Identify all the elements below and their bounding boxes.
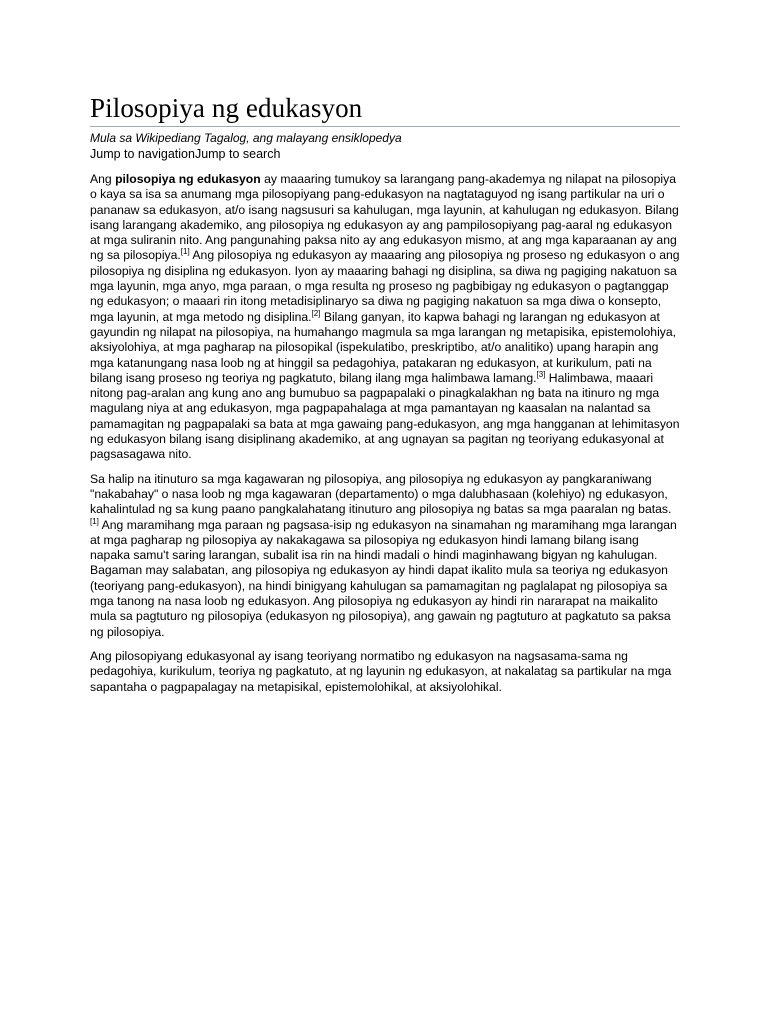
reference-link-1-repeat[interactable]: [1] [90, 516, 99, 526]
paragraph-1-text-a: Ang [90, 172, 116, 186]
site-subtitle: Mula sa Wikipediang Tagalog, ang malayang ensiklopedya [90, 131, 402, 145]
reference-link-1[interactable]: [1] [180, 247, 190, 257]
article-body [90, 172, 680, 695]
paragraph-2-text-b: Ang maramihang mga paraan ng pagsasa-isip ng edukasyon na sinamahan ng maramihang mga larangan at mga pagharap ng pilosopiya ay nakakagawa sa pilosopiya ng edukasyon hindi lamang bilang isang napaka samu't saring larangan, subalit isa rin na hindi madali o hindi maginhawang bigyan ng kahulugan. Bagaman may salabatan, ang pilosopiya ng edukasyon ay hindi dapat ikalito mula sa teoriya ng edukasyon (teoriyang pang-edukasyon), na hindi binigyang kahulugan sa pamamagitan ng paglalapat ng pilosopiya sa mga tanong na nasa loob ng edukasyon. Ang pilosopiya ng edukasyon ay hindi rin nararapat na maikalito mula sa pagtuturo ng pilosopiya (edukasyon ng pilosopiya), ang gawain ng pagtuturo at pagkatuto sa paksa ng pilosopiya. [90, 517, 677, 639]
paragraph-1-text-b: ay maaaring tumukoy sa larangang pang-akademya ng nilapat na pilosopiya o kaya sa isa sa anumang mga pilosopiyang pang-edukasyon na nagtataguyod ng isang partikular na uri o pananaw sa edukasyon, at/o isang nagsusuri sa kahulugan, mga layunin, at kahulugan ng edukasyon. Bilang isang larangang akademiko, ang pilosopiya ng edukasyon ay ang pampilosopiyang pag-aaral ng edukasyon at mga suliranin nito. Ang pangunahing paksa nito ay ang edukasyon mismo, at ang mga kaparaanan ay ang ng sa pilosopiya. [90, 172, 679, 263]
jump-to-search-link[interactable]: Jump to search [194, 147, 281, 161]
paragraph-1 [90, 172, 680, 463]
paragraph-3-text: Ang pilosopiyang edukasyonal ay isang teoriyang normatibo ng edukasyon na nagsasama-sama ng pedagohiya, kurikulum, teoriya ng pagkatuto, at ng layunin ng edukasyon, at nakalatag sa partikular na mga sapantaha o pagpapalagay na metapisikal, epistemolohikal, at aksiyolohikal. [90, 648, 672, 694]
jump-links [90, 146, 680, 162]
paragraph-2 [90, 472, 680, 640]
page-title: Pilosopiya ng edukasyon [90, 92, 680, 127]
paragraph-3 [90, 649, 680, 695]
reference-link-2[interactable]: [2] [311, 308, 321, 318]
paragraph-1-text-e: Halimbawa, maaari nitong pag-aralan ang kung ano ang bumubuo sa pagpapalaki o pinagkalakhan ng bata na itinuro ng mga magulang niya at ang edukasyon, mga pagpapahalaga at mga pamantayan ng kaasalan na nalantad sa pamamagitan ng pagpapalaki sa bata at mga gawaing pang-edukasyon, ang mga hangganan at lehimitasyon ng edukasyon bilang isang disiplinang akademiko, at ang ugnayan sa pagitan ng teoriyang edukasyonal at pagsasagawa nito. [90, 370, 680, 462]
reference-link-3[interactable]: [3] [536, 369, 546, 379]
paragraph-2-text-a: Sa halip na itinuturo sa mga kagawaran ng pilosopiya, ang pilosopiya ng edukasyon ay pangkaraniwang "nakabahay" o nasa loob ng mga kagawaran (departamento) o mga dalubhasaan (kolehiyo) ng edukasyon, kahalintulad ng sa kung paano pangkalahatang itinuturo ang pilosopiya ng batas sa mga paaralan ng batas. [90, 471, 672, 517]
paragraph-1-bold-term: pilosopiya ng edukasyon [115, 172, 261, 186]
paragraph-1-text-c: Ang pilosopiya ng edukasyon ay maaaring ang pilosopiya ng proseso ng edukasyon o ang pilosopiya ng disiplina ng edukasyon. Iyon ay maaaring bahagi ng disiplina, sa diwa ng pagiging nakatuon sa mga layunin, mga anyo, mga paraan, o mga resulta ng proseso ng pagbibigay ng edukasyon o pagtanggap ng edukasyon; o maaari rin itong metadisiplinaryo sa diwa ng pagiging nakatuon sa mga diwa o konsepto, mga layunin, at mga metodo ng disiplina. [90, 248, 680, 324]
jump-to-navigation-link[interactable]: Jump to navigation [90, 147, 195, 161]
article-page [90, 92, 680, 704]
paragraph-1-text-d: Bilang ganyan, ito kapwa bahagi ng larangan ng edukasyon at gayundin ng nilapat na pilosopiya, na humahango magmula sa mga larangan ng metapisika, epistemolohiya, aksiyolohiya, at mga pagharap na pilosopikal (ispekulatibo, preskriptibo, at/o analitiko) upang harapin ang mga katanungang nasa loob ng at hinggil sa pedagohiya, patakaran ng edukasyon, at kurikulum, pati na bilang isang proseso ng teoriya ng pagkatuto, bilang ilang mga halimbawa lamang. [90, 309, 677, 385]
